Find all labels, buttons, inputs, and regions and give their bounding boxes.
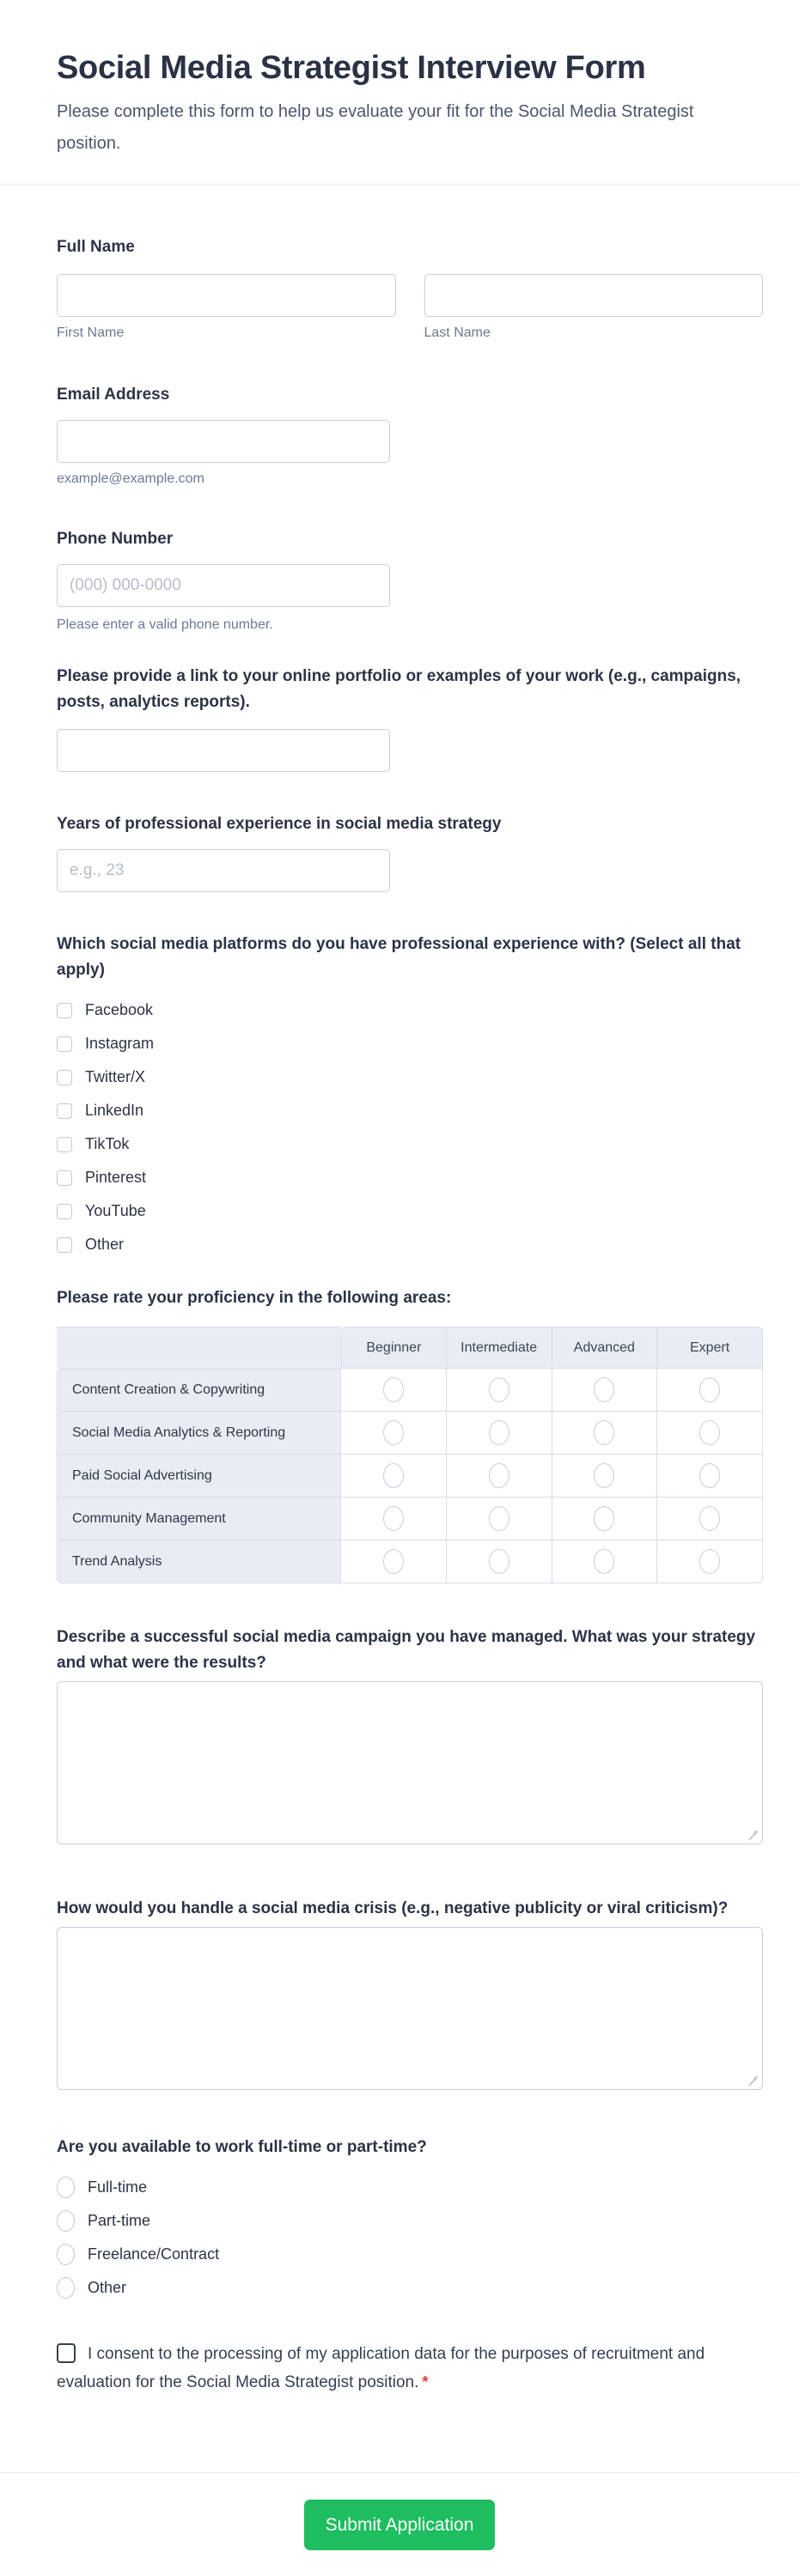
radio-icon[interactable] — [57, 2210, 75, 2232]
phone-label: Phone Number — [57, 530, 174, 548]
option-label: LinkedIn — [85, 1102, 144, 1119]
radio-icon[interactable] — [489, 1377, 509, 1402]
matrix-cell-social-media-analytics-reporting-advanced[interactable] — [552, 1412, 658, 1455]
submit-section — [0, 2473, 799, 2550]
consent-row — [57, 2341, 720, 2397]
matrix-cell-trend-analysis-intermediate[interactable] — [447, 1540, 552, 1583]
radio-icon[interactable] — [57, 2244, 75, 2265]
platform-option-other[interactable] — [57, 1228, 763, 1261]
option-label: Freelance/Contract — [88, 2245, 220, 2263]
availability-option-full-time[interactable] — [57, 2171, 763, 2204]
full-name-section — [57, 234, 763, 341]
matrix-row-label-content-creation-copywriting: Content Creation & Copywriting — [57, 1369, 341, 1412]
radio-icon[interactable] — [383, 1549, 404, 1574]
matrix-cell-paid-social-advertising-expert[interactable] — [657, 1455, 763, 1498]
matrix-cell-trend-analysis-advanced[interactable] — [552, 1540, 658, 1583]
matrix-row-label-community-management: Community Management — [57, 1498, 341, 1540]
platforms-label: Which social media platforms do you have professional experience with? (Select all that apply) — [57, 935, 741, 979]
radio-icon[interactable] — [594, 1506, 614, 1531]
matrix-corner-cell — [57, 1327, 341, 1369]
matrix-cell-social-media-analytics-reporting-intermediate[interactable] — [447, 1412, 552, 1455]
platform-option-twitter-x[interactable] — [57, 1060, 763, 1094]
campaign-section — [57, 1625, 763, 1844]
matrix-cell-trend-analysis-beginner[interactable] — [341, 1540, 447, 1583]
matrix-cell-content-creation-copywriting-advanced[interactable] — [552, 1369, 658, 1412]
page-subtitle: Please complete this form to help us evaluate your fit for the Social Media Strategist position. — [57, 102, 694, 153]
matrix-cell-paid-social-advertising-advanced[interactable] — [552, 1455, 658, 1498]
header-divider — [0, 184, 799, 185]
phone-hint: Please enter a valid phone number. — [57, 617, 273, 632]
matrix-cell-social-media-analytics-reporting-expert[interactable] — [657, 1412, 763, 1455]
first-name-sublabel: First Name — [57, 325, 125, 340]
form-header — [0, 0, 799, 160]
checkbox-icon[interactable] — [57, 1137, 72, 1152]
radio-icon[interactable] — [594, 1420, 614, 1445]
radio-icon[interactable] — [594, 1377, 614, 1402]
availability-option-other[interactable] — [57, 2271, 763, 2305]
portfolio-input[interactable] — [57, 729, 390, 772]
years-input[interactable] — [57, 849, 390, 892]
matrix-cell-paid-social-advertising-intermediate[interactable] — [447, 1455, 552, 1498]
matrix-cell-community-management-intermediate[interactable] — [447, 1498, 552, 1540]
matrix-cell-community-management-advanced[interactable] — [552, 1498, 658, 1540]
radio-icon[interactable] — [57, 2277, 75, 2299]
checkbox-icon[interactable] — [57, 1070, 72, 1085]
matrix-cell-trend-analysis-expert[interactable] — [657, 1540, 763, 1583]
radio-icon[interactable] — [594, 1549, 614, 1574]
required-asterisk: * — [422, 2373, 429, 2391]
checkbox-icon[interactable] — [57, 1170, 72, 1186]
radio-icon[interactable] — [699, 1420, 720, 1445]
platform-option-linkedin[interactable] — [57, 1094, 763, 1127]
matrix-column-header-intermediate: Intermediate — [447, 1327, 552, 1369]
consent-checkbox[interactable] — [57, 2343, 76, 2363]
proficiency-section — [57, 1285, 763, 1583]
radio-icon[interactable] — [383, 1463, 404, 1488]
matrix-row-label-trend-analysis: Trend Analysis — [57, 1540, 341, 1583]
option-label: Instagram — [85, 1035, 155, 1052]
checkbox-icon[interactable] — [57, 1237, 72, 1253]
availability-option-part-time[interactable] — [57, 2204, 763, 2238]
radio-icon[interactable] — [699, 1377, 720, 1402]
email-section — [57, 382, 763, 487]
radio-icon[interactable] — [699, 1463, 720, 1488]
radio-icon[interactable] — [383, 1420, 404, 1445]
checkbox-icon[interactable] — [57, 1204, 72, 1219]
platform-option-facebook[interactable] — [57, 993, 763, 1027]
email-input[interactable] — [57, 420, 390, 463]
availability-label: Are you available to work full-time or part-time? — [57, 2138, 427, 2156]
proficiency-label: Please rate your proficiency in the following areas: — [57, 1289, 452, 1307]
platform-option-youtube[interactable] — [57, 1194, 763, 1228]
matrix-cell-social-media-analytics-reporting-beginner[interactable] — [341, 1412, 447, 1455]
matrix-cell-community-management-beginner[interactable] — [341, 1498, 447, 1540]
matrix-cell-paid-social-advertising-beginner[interactable] — [341, 1455, 447, 1498]
phone-input[interactable] — [57, 564, 390, 607]
matrix-row-label-paid-social-advertising: Paid Social Advertising — [57, 1455, 341, 1498]
matrix-row-label-social-media-analytics-reporting: Social Media Analytics & Reporting — [57, 1412, 341, 1455]
availability-option-freelance-contract[interactable] — [57, 2238, 763, 2271]
option-label: Twitter/X — [85, 1068, 146, 1085]
radio-icon[interactable] — [57, 2177, 75, 2198]
matrix-column-header-beginner: Beginner — [341, 1327, 447, 1369]
option-label: Other — [88, 2279, 127, 2296]
option-label: Facebook — [85, 1001, 154, 1018]
submit-button[interactable]: Submit Application — [304, 2500, 495, 2550]
crisis-textarea[interactable] — [58, 1928, 762, 2089]
checkbox-icon[interactable] — [57, 1003, 72, 1018]
radio-icon[interactable] — [594, 1463, 614, 1488]
last-name-input[interactable] — [424, 274, 764, 317]
radio-icon[interactable] — [489, 1549, 509, 1574]
radio-icon[interactable] — [383, 1377, 404, 1402]
years-label: Years of professional experience in social media strategy — [57, 815, 502, 833]
option-label: YouTube — [85, 1202, 146, 1219]
checkbox-icon[interactable] — [57, 1036, 72, 1052]
availability-radio-list — [57, 2171, 763, 2305]
radio-icon[interactable] — [489, 1420, 509, 1445]
matrix-column-header-advanced: Advanced — [552, 1327, 658, 1369]
option-label: Full-time — [88, 2178, 148, 2196]
proficiency-matrix — [57, 1327, 763, 1583]
matrix-cell-content-creation-copywriting-expert[interactable] — [657, 1369, 763, 1412]
option-label: Other — [85, 1236, 125, 1253]
radio-icon[interactable] — [489, 1506, 509, 1531]
campaign-label: Describe a successful social media campaign you have managed. What was your strategy and what were the results? — [57, 1628, 756, 1672]
email-label: Email Address — [57, 386, 170, 404]
crisis-label: How would you handle a social media crisis (e.g., negative publicity or viral criticism)? — [57, 1899, 729, 1917]
availability-section — [57, 2135, 763, 2305]
platforms-checkbox-list — [57, 993, 763, 1261]
radio-icon[interactable] — [699, 1506, 720, 1531]
crisis-section — [57, 1896, 763, 2090]
matrix-cell-content-creation-copywriting-intermediate[interactable] — [447, 1369, 552, 1412]
matrix-cell-content-creation-copywriting-beginner[interactable] — [341, 1369, 447, 1412]
form-body — [57, 234, 763, 2397]
platform-option-tiktok[interactable] — [57, 1127, 763, 1161]
years-section — [57, 811, 763, 892]
matrix-column-header-expert: Expert — [657, 1327, 763, 1369]
portfolio-label: Please provide a link to your online portfolio or examples of your work (e.g., campaigns, posts, analytics reports). — [57, 667, 741, 711]
campaign-textarea[interactable] — [58, 1682, 762, 1844]
option-label: Pinterest — [85, 1169, 147, 1186]
platform-option-pinterest[interactable] — [57, 1161, 763, 1194]
platforms-section — [57, 932, 763, 1261]
last-name-sublabel: Last Name — [424, 325, 491, 340]
phone-section — [57, 526, 763, 633]
option-label: TikTok — [85, 1135, 130, 1152]
option-label: Part-time — [88, 2212, 151, 2229]
platform-option-instagram[interactable] — [57, 1027, 763, 1060]
checkbox-icon[interactable] — [57, 1103, 72, 1119]
first-name-input[interactable] — [57, 274, 396, 317]
email-sublabel: example@example.com — [57, 471, 204, 486]
radio-icon[interactable] — [383, 1506, 404, 1531]
matrix-cell-community-management-expert[interactable] — [657, 1498, 763, 1540]
consent-label: I consent to the processing of my application data for the purposes of recruitment and evaluation for the Social Media Strategist position. — [57, 2345, 705, 2391]
radio-icon[interactable] — [699, 1549, 720, 1574]
radio-icon[interactable] — [489, 1463, 509, 1488]
full-name-label: Full Name — [57, 238, 135, 256]
portfolio-section — [57, 664, 763, 772]
page-title: Social Media Strategist Interview Form — [57, 50, 646, 86]
